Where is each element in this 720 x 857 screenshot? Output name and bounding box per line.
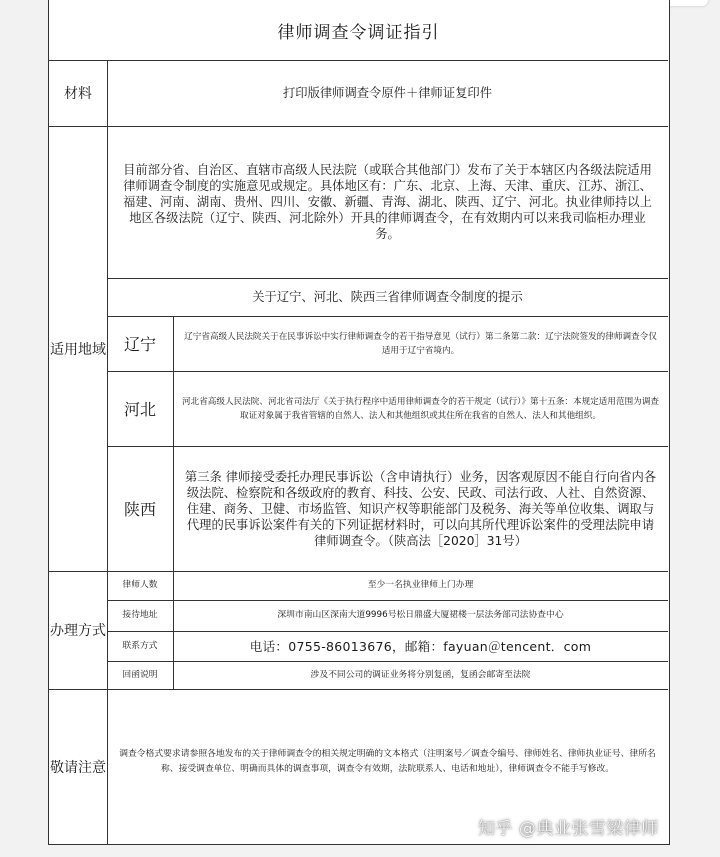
regions-subheader: 关于辽宁、河北、陕西三省律师调查令制度的提示 [252,290,523,304]
guide-table [48,0,670,845]
materials-value: 打印版律师调查令原件＋律师证复印件 [282,86,493,100]
regions-intro: 目前部分省、自治区、直辖市高级人民法院（或联合其他部门）发布了关于本辖区内各级法院适用律师调查令制度的实施意见或规定。具体地区有：广东、北京、上海、天津、重庆、江苏、浙江、福建、河南、湖南、贵州、四川、安徽、新疆、青海、湖北、陕西、辽宁、河北。执业律师持以上地区各级法院（辽宁、陕西、河北除外）开具的律师调查令，在有效期内可以来我司临柜办理业务。 [123,163,652,241]
reply-note-value: 涉及不同公司的调证业务将分别复函，复函会邮寄至法院 [310,669,531,680]
reply-note-label: 回函说明 [122,669,158,680]
notice-label: 敬请注意 [50,760,106,776]
watermark: 知乎 @典业张雪梁律师 [478,819,659,839]
lawyer-count-value: 至少一名执业律师上门办理 [367,580,474,590]
reception-address-value: 深圳市南山区深南大道9996号松日鼎盛大厦裙楼一层法务部司法协查中心 [277,610,564,620]
materials-label: 材料 [64,86,92,102]
province-liaoning-text: 辽宁省高级人民法院关于在民事诉讼中实行律师调查令的若干指导意见（试行）第二条第二款：辽宁法院签发的律师调查令仅适用于辽宁省境内。 [184,331,657,356]
contact-label: 联系方式 [122,640,158,651]
province-hebei-text: 河北省高级人民法院、河北省司法厅《关于执行程序中适用律师调查令的若干规定（试行）》第十五条：本规定适用范围为调查取证对象属于我省管辖的自然人、法人和其他组织或其住所在我省的自然人、法人和其他组织。 [182,396,659,421]
reception-address-label: 接待地址 [122,610,158,620]
procedure-label: 办理方式 [50,623,106,639]
province-liaoning-label: 辽宁 [123,335,156,354]
notice-text: 调查令格式要求请参照各地发布的关于律师调查令的相关规定明确的文本格式（注明案号／调查令编号、律师姓名、律师执业证号、律所名称、接受调查单位、明确而具体的调查事项，调查令有效期，法院联系人、电话和地址），律师调查令不能手写修改。 [119,749,656,774]
lawyer-count-label: 律师人数 [122,580,158,590]
applicable-regions-label: 适用地域 [50,341,106,358]
page-title: 律师调查令调证指引 [277,22,440,43]
divider [173,316,174,571]
contact-value: 电话：0755-86013676，邮箱：fayuan＠tencent．com [249,639,592,654]
province-shaanxi-text: 第三条 律师接受委托办理民事诉讼（含申请执行）业务，因客观原因不能自行向省内各级法院、检察院和各级政府的教育、科技、公安、民政、司法行政、人社、自然资源、住建、商务、卫健、市场监管、知识产权等职能部门及税务、海关等单位收集、调取与代理的民事诉讼案件有关的下列证据材料时，可以向其所代理诉讼案件的受理法院申请律师调查令。（陕高法［2020］31号） [184,469,657,548]
province-hebei-label: 河北 [123,400,156,419]
province-shaanxi-label: 陕西 [123,500,156,519]
